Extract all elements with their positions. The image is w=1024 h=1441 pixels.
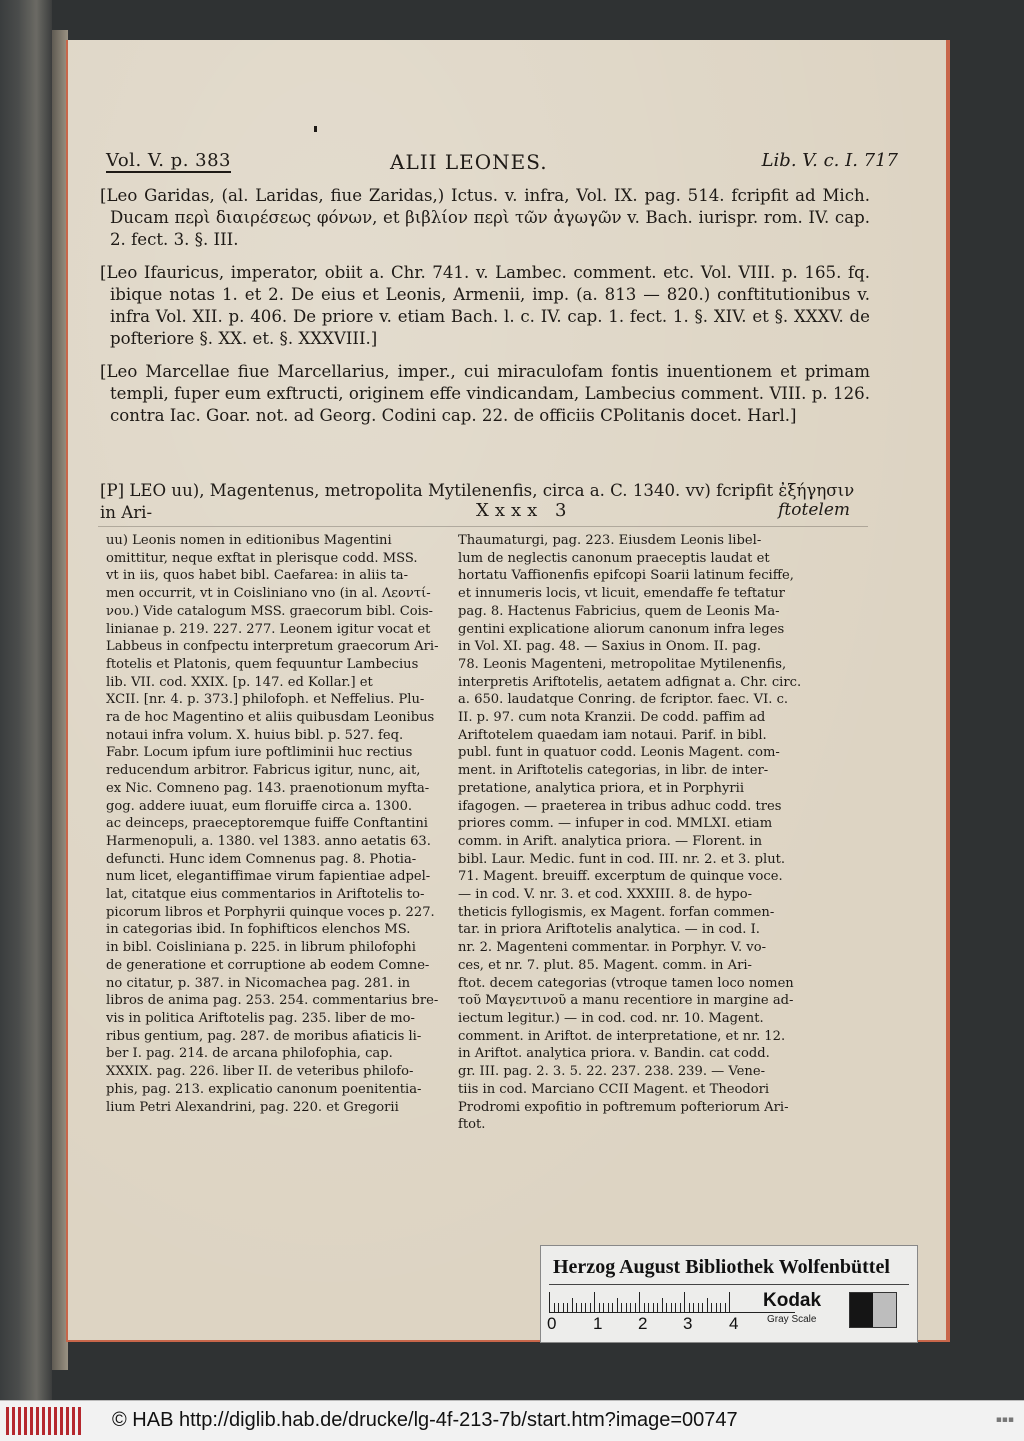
kodak-logo: Kodak: [763, 1290, 822, 1311]
footnote-divider: [98, 526, 868, 527]
scale-number: 2: [638, 1314, 648, 1333]
footnote-line: num licet, elegantiffimae virum fapientiae adpel-: [106, 869, 431, 885]
footnote-line: comm. in Arift. analytica priora. — Florent. in: [458, 833, 763, 849]
footnote-line: nr. 2. Magenteni commentar. in Porphyr. V. vo-: [458, 940, 767, 956]
footnote-line: theticis fyllogismis, ex Magent. forfan commen-: [458, 904, 775, 920]
ruler-tick: [576, 1303, 577, 1312]
footnote-column-left: [106, 532, 452, 1116]
entry-leo-isauricus: [Leo Ifauricus, imperator, obiit a. Chr. 741. v. Lambec. comment. etc. Vol. VIII. p. 165. fq. ibique notas 1. et 2. De eius et Leonis, Armenii, imp. (a. 813 — 820.) conftitutionibus v. infra Vol. XII. p. 406. De priore v. etiam Bach. l. c. IV. cap. 1. fect. 1. §. XIV. et §. XXXV. de pofteriore §. XX. et. §. XXXVIII.]: [100, 263, 870, 348]
ruler-tick: [581, 1303, 582, 1312]
ruler-tick: [603, 1303, 604, 1312]
footnote-line: ftot. decem categorias (vtroque tamen loco nomen: [458, 975, 794, 991]
footnote-line: uu) Leonis nomen in editionibus Magentini: [106, 533, 392, 548]
ruler-tick: [702, 1303, 703, 1312]
footnote-line: gog. addere iuuat, eum floruiffe circa a. 1300.: [106, 798, 413, 814]
footnote-line: in Vol. XI. pag. 48. — Saxius in Onom. II. pag.: [458, 639, 762, 655]
footnote-line: men occurrit, vt in Coisliniano vno (in al. Λεοντί-: [106, 586, 431, 602]
footnote-line: lat, citatque eius commentarios in Ariftotelis to-: [106, 887, 425, 903]
footer-icons: ▪▪▪: [995, 1415, 1014, 1425]
footnote-line: libros de anima pag. 253. 254. commentarius bre-: [106, 993, 439, 1009]
footnote-line: in categorias ibid. In fophifticos elenchos MS.: [106, 922, 411, 938]
footnote-line: ftotelis et Platonis, quem fequuntur Lambecius: [106, 656, 419, 672]
footnote-line: gentini explicatione aliorum canonum infra leges: [458, 621, 785, 637]
ruler-tick: [698, 1303, 699, 1312]
footnote-line: Harmenopuli, a. 1380. vel 1383. anno aetatis 63.: [106, 833, 431, 849]
header-volume-reference: Vol. V. p. 383: [106, 150, 232, 171]
footnote-line: 78. Leonis Magenteni, metropolitae Mytilenenfis,: [458, 656, 787, 672]
ruler-tick: [599, 1303, 600, 1312]
ruler-tick: [716, 1303, 717, 1312]
ruler-tick: [626, 1303, 627, 1312]
footnote-line: interpretis Ariftotelis, aetatem adfignat a. Chr. circ.: [458, 674, 802, 690]
ruler-tick: [662, 1298, 663, 1312]
color-target-card: [540, 1245, 918, 1343]
footnote-line: ribus gentium, pag. 287. de moribus afiaticis li-: [106, 1028, 422, 1044]
footnote-line: pag. 8. Hactenus Fabricius, quem de Leonis Ma-: [458, 603, 780, 619]
footnote-line: publ. funt in quatuor codd. Leonis Magent. com-: [458, 745, 780, 761]
viewer-footer: [0, 1400, 1024, 1441]
footnote-line: picorum libros et Porphyrii quinque voces p. 227.: [106, 904, 435, 920]
ruler-tick: [725, 1303, 726, 1312]
ruler-tick: [648, 1303, 649, 1312]
ruler-tick: [711, 1303, 712, 1312]
main-text: [100, 185, 870, 438]
footnote-line: ac deinceps, praeceptoremque fuiffe Conftantini: [106, 816, 428, 832]
ruler-tick: [563, 1303, 564, 1312]
book-binding: [0, 0, 52, 1400]
ruler-tick: [689, 1303, 690, 1312]
gray-scale-label: Gray Scale: [767, 1314, 817, 1325]
footnote-line: — in cod. V. nr. 3. et cod. XXXIII. 8. de hypo-: [458, 887, 753, 903]
ruler-tick: [635, 1303, 636, 1312]
copyright-url-text: © HAB http://diglib.hab.de/drucke/lg-4f-213-7b/start.htm?image=00747: [112, 1409, 738, 1431]
ruler-tick: [680, 1303, 681, 1312]
footnote-line: reducendum arbitror. Fabricus igitur, nunc, ait,: [106, 763, 421, 779]
entry-leo-garidas: [Leo Garidas, (al. Laridas, fiue Zaridas,) Ictus. v. infra, Vol. IX. pag. 514. fcripfit ad Mich. Ducam περὶ διαιρέσεως φόνων, et βιβλίον περὶ τῶν ἀγωγῶν v. Bach. iurispr. rom. IV. cap. 2. fect. 3. §. III.: [100, 186, 870, 249]
ruler-tick: [608, 1303, 609, 1312]
footnote-line: vt in iis, quos habet bibl. Caefarea: in aliis ta-: [106, 568, 409, 584]
footnote-line: comment. in Ariftot. de interpretatione, et nr. 12.: [458, 1028, 786, 1044]
footnote-line: Thaumaturgi, pag. 223. Eiusdem Leonis libel-: [458, 533, 762, 548]
footnote-line: no citatur, p. 387. in Nicomachea pag. 281. in: [106, 975, 411, 991]
footnote-line: pretatione, analytica priora, et in Porphyrii: [458, 780, 745, 796]
footnote-column-right: [458, 532, 804, 1134]
footnote-line: lium Petri Alexandrini, pag. 220. et Gregorii: [106, 1099, 399, 1115]
entry-leo-marcellae: [Leo Marcellae fiue Marcellarius, imper., cui miraculofam fontis inuentionem et primam templi, fuper eum exftructi, originem effe vindicandam, Lambecius comment. VIII. p. 126. contra Iac. Goar. not. ad Georg. Codini cap. 22. de officiis CPolitanis docet. Harl.]: [100, 362, 870, 425]
footnote-line: et innumeris locis, vt licuit, emendaffe fe teftatur: [458, 586, 785, 602]
ruler-tick: [684, 1292, 685, 1312]
ruler-tick: [558, 1303, 559, 1312]
footnote-line: vis in politica Ariftotelis pag. 235. liber de mo-: [106, 1010, 415, 1026]
ruler-tick: [707, 1298, 708, 1312]
header-book-and-page-number: Lib. V. c. I. 717: [761, 150, 898, 171]
footnote-line: notaui infra volum. X. huius bibl. p. 527. feq.: [106, 727, 404, 743]
footnote-line: ftot.: [458, 1117, 486, 1133]
footnote-line: νου.) Vide catalogum MSS. graecorum bibl. Cois-: [106, 603, 433, 619]
ruler-tick: [675, 1303, 676, 1312]
footnote-line: defuncti. Hunc idem Comnenus pag. 8. Photia-: [106, 851, 417, 867]
ruler-tick: [617, 1298, 618, 1312]
footnote-line: ra de hoc Magentino et aliis quibusdam Leonibus: [106, 710, 435, 726]
footnote-line: Fabr. Locum ipfum iure poftliminii huc rectius: [106, 745, 413, 761]
ruler-tick: [572, 1298, 573, 1312]
footnote-line: ber I. pag. 214. de arcana philofophia, cap.: [106, 1046, 393, 1062]
footnote-line: τοῦ Μαγεντινοῦ a manu recentiore in margine ad-: [458, 993, 794, 1009]
footnote-line: hortatu Vaffionenfis epifcopi Soarii latinum feciffe,: [458, 568, 794, 584]
header-title: ALII LEONES.: [390, 150, 548, 174]
footnote-line: lib. VII. cod. XXIX. [p. 147. ed Kollar.] et: [106, 674, 373, 690]
footnote-line: priores comm. — infuper in cod. MMLXI. etiam: [458, 816, 773, 832]
footnote-line: de generatione et corruptione ab eodem Comne-: [106, 957, 430, 973]
ruler-tick: [594, 1292, 595, 1312]
ruler-tick: [585, 1303, 586, 1312]
target-divider: [549, 1284, 909, 1285]
footnote-line: tiis in cod. Marciano CCII Magent. et Theodori: [458, 1081, 770, 1097]
ruler-tick: [644, 1303, 645, 1312]
catchword: ftotelem: [778, 500, 850, 520]
ruler-tick: [630, 1303, 631, 1312]
footnote-line: omittitur, neque exftat in plerisque codd. MSS.: [106, 550, 418, 566]
footnote-line: ifagogen. — praeterea in tribus adhuc codd. tres: [458, 798, 782, 814]
ink-mark: [314, 126, 317, 132]
scale-number: 4: [729, 1314, 739, 1333]
ruler-tick: [549, 1292, 550, 1312]
footnote-line: linianae p. 219. 227. 277. Leonem igitur vocat et: [106, 621, 431, 637]
footnote-line: in bibl. Coisliniana p. 225. in librum philofophi: [106, 940, 416, 956]
footnote-line: ment. in Ariftotelis categorias, in libr. de inter-: [458, 763, 769, 779]
ruler-tick: [554, 1303, 555, 1312]
footnote-line: XCII. [nr. 4. p. 373.] philofoph. et Neffelius. Plu-: [106, 692, 425, 708]
ruler-tick: [671, 1303, 672, 1312]
ruler-tick: [567, 1303, 568, 1312]
entry-leo-magentenus: [P] LEO uu), Magentenus, metropolita Mytilenenfis, circa a. C. 1340. vv) fcripfit ἐξήγησιν in Ari-: [100, 481, 855, 522]
signature-mark: Xxxx 3: [476, 500, 573, 521]
footnote-line: in Ariftot. analytica priora. v. Bandin. cat codd.: [458, 1046, 770, 1062]
ruler-tick: [612, 1303, 613, 1312]
footnote-line: ces, et nr. 7. plut. 85. Magent. comm. in Ari-: [458, 957, 752, 973]
ruler-tick: [693, 1303, 694, 1312]
book-page: [66, 40, 950, 1342]
gray-patch: [849, 1292, 897, 1328]
ruler-tick: [666, 1303, 667, 1312]
footnote-line: gr. III. pag. 2. 3. 5. 22. 237. 238. 239. — Vene-: [458, 1064, 766, 1080]
footnote-line: tar. in priora Ariftotelis analytica. — in cod. I.: [458, 922, 760, 938]
ruler-tick: [720, 1303, 721, 1312]
ruler-tick: [657, 1303, 658, 1312]
footnote-line: a. 650. laudatque Conring. de fcriptor. faec. VI. c.: [458, 692, 789, 708]
hab-logo-icon: [6, 1407, 84, 1435]
scale-number: 1: [593, 1314, 603, 1333]
footnote-line: 71. Magent. breuiff. excerptum de quinque voce.: [458, 869, 783, 885]
footnote-line: Prodromi expofitio in poftremum pofteriorum Ari-: [458, 1099, 789, 1115]
running-header: [90, 150, 898, 180]
footnote-line: lum de neglectis canonum praeceptis laudat et: [458, 550, 770, 566]
footnote-line: iectum legitur.) — in cod. cod. nr. 10. Magent.: [458, 1010, 764, 1026]
ruler-tick: [639, 1292, 640, 1312]
ruler-tick: [621, 1303, 622, 1312]
ruler-tick: [729, 1292, 730, 1312]
footnote-line: Labbeus in confpectu interpretum graecorum Ari-: [106, 639, 439, 655]
scale-number: 0: [547, 1314, 557, 1333]
ruler-tick: [653, 1303, 654, 1312]
target-title: Herzog August Bibliothek Wolfenbüttel: [553, 1256, 890, 1278]
ruler-tick: [590, 1303, 591, 1312]
scale-number: 3: [683, 1314, 693, 1333]
footnote-line: XXXIX. pag. 226. liber II. de veteribus philofo-: [106, 1064, 414, 1080]
scale-ruler: [549, 1290, 795, 1313]
footnote-line: Ariftotelem quaedam iam notaui. Parif. in bibl.: [458, 727, 767, 743]
footnote-line: phis, pag. 213. explicatio canonum poenitentia-: [106, 1081, 422, 1097]
footnote-line: II. p. 97. cum nota Kranzii. De codd. paffim ad: [458, 710, 766, 726]
footnote-line: bibl. Laur. Medic. funt in cod. III. nr. 2. et 3. plut.: [458, 851, 786, 867]
footnote-line: ex Nic. Comneno pag. 143. praenotionum myfta-: [106, 780, 430, 796]
